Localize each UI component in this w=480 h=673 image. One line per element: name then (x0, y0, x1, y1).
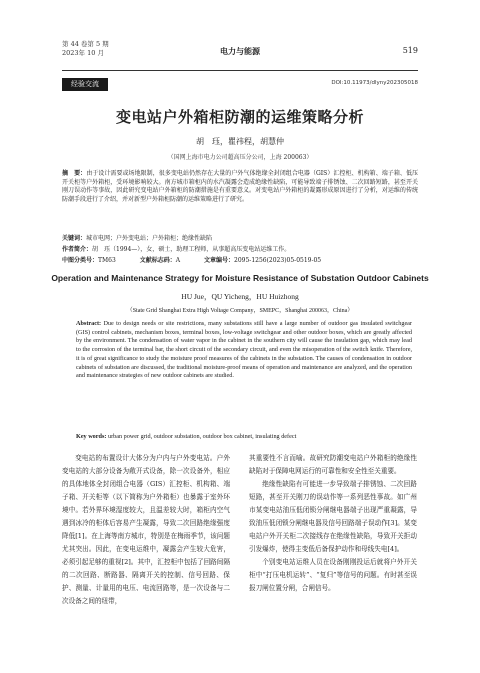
abstract-cn-label: 摘 要： (62, 170, 87, 177)
code-label: 文献标志码： (139, 257, 176, 264)
keywords-cn-label: 关键词： (62, 235, 87, 242)
body-paragraph: 变电站的布置设计大体分为户内与户外变电站。户外变电站的大部分设备为敞开式设备，除一次设备外，相应的具体地体全封闭组合电器（GIS）汇控柜、机构箱、端子箱、开关柜等（以下简称为户外箱柜）也暴露于室外环境中。若外界环境湿度较大，且温差较大时，箱柜内空气遇到冰冷的柜体后容易产生凝露，导致二次回路绝缘强度降低[1]。在上海等南方城市，特别是在梅雨季节，该问题尤其突出。因此，在变电运维中，凝露会产生较大危害，必须引起足够的重视[2]。其中，汇控柜中包括了回路间隔的二次回路、断路器、隔离开关的控制、信号回路、保护、测量、计量用的电压、电流回路等，是一次设备与二次设备之间的纽带， (62, 454, 230, 605)
body-paragraph: 其重要性不言而喻。故研究防潮变电站户外箱柜的绝缘性缺陷对于保障电网运行的可靠性和安全性至关重要。 (249, 454, 417, 475)
authors-en: HU Jue，QU Yicheng，HU Huizhong (181, 292, 299, 301)
clc-label: 中图分类号： (62, 257, 99, 264)
keywords-en (76, 433, 412, 440)
keywords-cn (62, 235, 418, 243)
abstract-cn (62, 170, 418, 204)
journal-name: 电力与能源 (220, 47, 260, 56)
abstract-en (76, 320, 412, 381)
keywords-cn-text: 城市电网；户外变电站；户外箱柜；绝缘性缺陷 (86, 235, 213, 242)
abstract-cn-text: 由于设计需要或场地限制，很多变电站仍然存在大量的户外气体绝缘全封闭组合电器（GIS）汇控柜、机构箱、端子箱、低压开关柜等户外箱柜，受环境影响较大。南方城市箱柜内的水汽凝露会造成绝缘性缺陷，可能导致端子排锈蚀、二次回路短路，甚至开关刚刀误动作等事故，因此研究变电站户外箱柜的防潮措施是有重要意义。对变电站户外箱柜的凝露形成原因进行了分析，对运维的传统防潮手段进行了介绍，并对新型户外箱柜防潮的运维策略进行了研究。 (62, 170, 418, 203)
page-number: 519 (402, 46, 418, 55)
author-bio (62, 246, 418, 254)
code-value: A (175, 257, 181, 264)
id-value: 2095-1256(2023)05-0519-05 (234, 257, 322, 264)
issue-date: 2023年 10 月 (62, 49, 104, 57)
abstract-en-text: Due to design needs or site restrictions, many substations still have a large number of outdoor gas insulated switchgear (GIS) control cabinets, mechanism boxes, terminal boxes, low-voltage switchgear and other outdoor boxes, which are greatly affected by the environment. The condensation of water vapor in the cabinet in the southern city will cause the insulation gap, which may lead to the corrosion of the terminal bar, the short circuit of the secondary circuit, and even the misoperation of the switch knife. Therefore, it is of great significance to study the moisture proof measures of the cabinets in the substation. The causes of condensation in outdoor cabinets of substation are discussed, the traditional moisture-proof means of operation and maintenance are analyzed, and the operation and maintenance strategies of new outdoor cabinets are studied. (76, 320, 412, 380)
article-title-cn: 变电站户外箱柜防潮的运维策略分析 (115, 108, 364, 126)
running-header (62, 40, 418, 70)
volume-text: 第 44 卷第 5 期 (62, 40, 109, 48)
document-code (140, 257, 180, 264)
id-label: 文章编号： (204, 257, 235, 264)
classification-row (62, 257, 418, 265)
abstract-en-label: Abstract: (76, 320, 102, 327)
author-bio-label: 作者简介： (62, 246, 93, 253)
section-tag: 经验交流 (62, 78, 108, 91)
keywords-en-label: Key words: (76, 433, 107, 440)
header-rule (62, 70, 418, 71)
clc-value: TM63 (98, 257, 116, 264)
author-bio-text: 胡 珏（1994—），女，硕士，助理工程师，从事超高压变电站运维工作。 (92, 246, 291, 253)
doi-text: DOI:10.11973/dlyny202305018 (331, 80, 418, 86)
clc-number (62, 257, 116, 264)
body-column-left (62, 452, 230, 608)
affiliation-en: （State Grid Shanghai Extra High Voltage Company，SMEPC，Shanghai 200063，China） (126, 308, 354, 314)
body-column-right (249, 452, 417, 595)
authors-cn: 胡 珏，瞿祎程，胡慧仲 (196, 137, 284, 146)
article-id (204, 257, 321, 264)
affiliation-cn: （国网上海市电力公司超高压分公司，上海 200063） (167, 154, 313, 161)
article-title-en: Operation and Maintenance Strategy for Moisture Resistance of Substation Outdoor Cabinets (51, 273, 429, 283)
keywords-en-text: urban power grid, outdoor substation, outdoor box cabinet, insulating defect (106, 433, 297, 440)
body-paragraph: 个别变电站运维人员在设备刚刚投运后就将户外开关柜中“打压电机运转”、“复归”等信号的问题。有时甚至误报刀闸位置分闸，合闸信号。 (249, 558, 417, 592)
body-paragraph: 绝缘性缺陷有可能进一步导致端子排锈蚀、二次回路短路，甚至开关刚刀的误动作等一系列恶性事故。如广州市某变电站油压低闭锁分闸继电器端子出现严重凝露，导致油压低闭锁分闸继电器及信号回路端子误动作[3]。某变电站户外开关柜二次接线存在绝缘性缺陷，导致开关拒动引发爆炸，使得主变低后备保护动作和母线失电[4]。 (249, 480, 417, 553)
